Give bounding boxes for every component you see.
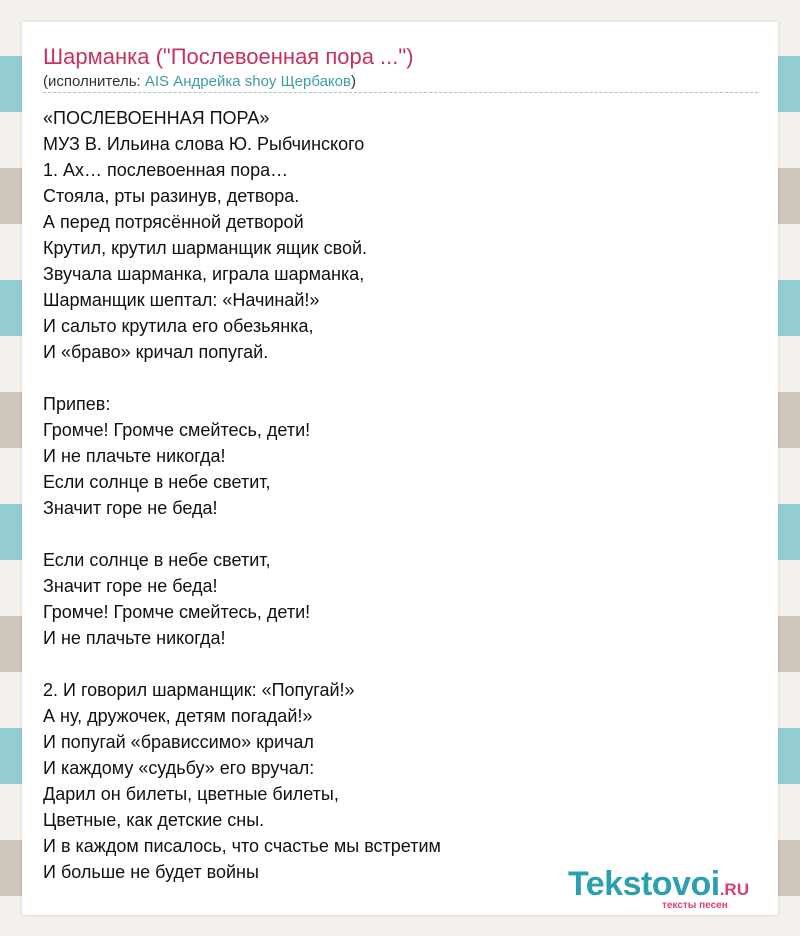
lyrics-line: Если солнце в небе светит,: [43, 472, 271, 492]
lyrics-line: Звучала шарманка, играла шарманка,: [43, 264, 365, 284]
lyrics-line: Цветные, как детские сны.: [43, 810, 265, 830]
lyrics-line: Припев:: [43, 394, 111, 414]
lyrics-line: Громче! Громче смейтесь, дети!: [43, 602, 311, 622]
lyrics-line: А перед потрясённой детворой: [43, 212, 304, 232]
lyrics-line: А ну, дружочек, детям погадай!»: [43, 706, 313, 726]
performer-prefix: (исполнитель:: [43, 73, 145, 90]
lyrics-text: [43, 105, 441, 885]
lyrics-line: Крутил, крутил шарманщик ящик свой.: [43, 238, 368, 258]
lyrics-line: И сальто крутила его обезьянка,: [43, 316, 314, 336]
lyrics-line: И не плачьте никогда!: [43, 628, 226, 648]
lyrics-line: Шарманщик шептал: «Начинай!»: [43, 290, 320, 310]
lyrics-line: 2. И говорил шарманщик: «Попугай!»: [43, 680, 355, 700]
lyrics-line: 1. Ах… послевоенная пора…: [43, 160, 289, 180]
performer-suffix: ): [350, 73, 356, 90]
lyrics-line: «ПОСЛЕВОЕННАЯ ПОРА»: [43, 108, 270, 128]
lyrics-line: МУЗ В. Ильина слова Ю. Рыбчинского: [43, 134, 365, 154]
lyrics-line: [43, 521, 441, 547]
lyrics-line: Дарил он билеты, цветные билеты,: [43, 784, 339, 804]
logo-name: Tekstovoi: [568, 865, 720, 903]
lyrics-line: Стояла, рты разинув, детвора.: [43, 186, 300, 206]
lyrics-line: [43, 651, 441, 677]
performer-line: [43, 73, 356, 91]
lyrics-line: И попугай «брависсимо» кричал: [43, 732, 314, 752]
lyrics-card: [22, 22, 778, 915]
lyrics-line: И не плачьте никогда!: [43, 446, 226, 466]
logo-tld: .RU: [719, 880, 749, 899]
logo-tagline: тексты песен: [662, 900, 728, 911]
lyrics-line: Значит горе не беда!: [43, 498, 218, 518]
lyrics-line: И «браво» кричал попугай.: [43, 342, 269, 362]
title-divider: [43, 92, 758, 93]
performer-link[interactable]: AIS Андрейка shoy Щербаков: [144, 73, 351, 90]
lyrics-line: Значит горе не беда!: [43, 576, 218, 596]
song-title: Шарманка ("Послевоенная пора ..."): [43, 44, 414, 69]
lyrics-line: И каждому «судьбу» его вручал:: [43, 758, 315, 778]
lyrics-line: [43, 365, 441, 391]
lyrics-line: Если солнце в небе светит,: [43, 550, 271, 570]
lyrics-line: И больше не будет войны: [43, 862, 259, 882]
lyrics-line: И в каждом писалось, что счастье мы встретим: [43, 836, 441, 856]
lyrics-line: Громче! Громче смейтесь, дети!: [43, 420, 311, 440]
site-logo[interactable]: [568, 864, 774, 912]
